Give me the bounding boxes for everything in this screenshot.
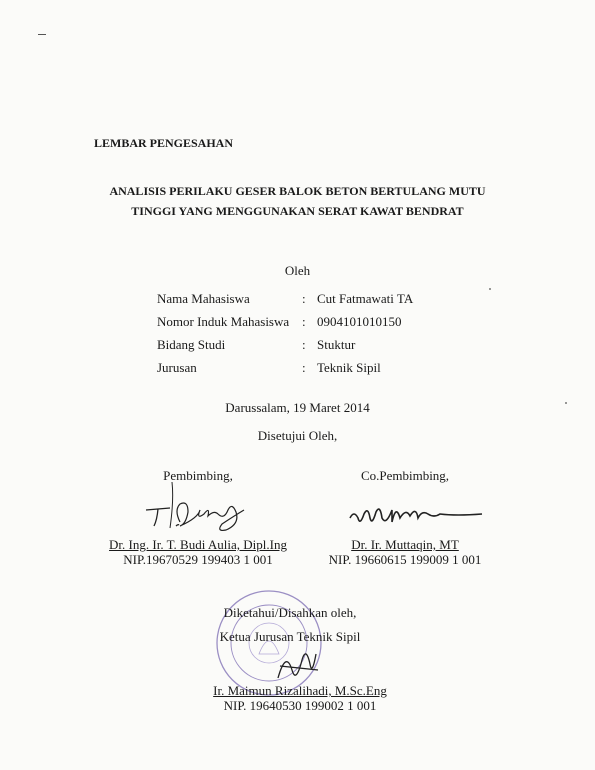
info-value-name: Cut Fatmawati TA (317, 291, 414, 306)
head-signature (272, 640, 322, 688)
info-colon: : (302, 360, 306, 375)
supervisor-name: Dr. Ing. Ir. T. Budi Aulia, Dipl.Ing (109, 537, 287, 552)
head-name: Ir. Maimun Rizalihadi, M.Sc.Eng (213, 683, 387, 698)
info-colon: : (302, 337, 306, 352)
supervisor-nip: NIP.19670529 199403 1 001 (123, 552, 273, 567)
head-position: Ketua Jurusan Teknik Sipil (219, 629, 361, 644)
thesis-title-line-2: TINGGI YANG MENGGUNAKAN SERAT KAWAT BENDRAT (131, 204, 464, 218)
info-value-field: Stuktur (317, 337, 356, 352)
info-colon: : (302, 314, 306, 329)
supervisor-signature (140, 480, 250, 536)
info-colon: : (302, 291, 306, 306)
place-date: Darussalam, 19 Maret 2014 (225, 400, 370, 415)
head-approval-line: Diketahui/Disahkan oleh, (223, 605, 357, 620)
co-supervisor-signature (346, 496, 486, 536)
info-label-field: Bidang Studi (157, 337, 226, 352)
scan-speck (489, 288, 491, 290)
info-label-name: Nama Mahasiswa (157, 291, 250, 306)
info-label-department: Jurusan (157, 360, 197, 375)
info-value-department: Teknik Sipil (317, 360, 381, 375)
page-heading: LEMBAR PENGESAHAN (94, 136, 234, 150)
info-value-nim: 0904101010150 (317, 314, 402, 329)
supervisor-role: Pembimbing, (163, 468, 233, 483)
scan-mark (38, 34, 46, 35)
co-supervisor-role: Co.Pembimbing, (360, 468, 450, 483)
approved-by-label: Disetujui Oleh, (257, 428, 338, 443)
by-label: Oleh (284, 263, 311, 278)
head-nip: NIP. 19640530 199002 1 001 (223, 698, 377, 713)
co-supervisor-nip: NIP. 19660615 199009 1 001 (328, 552, 482, 567)
thesis-title-line-1: ANALISIS PERILAKU GESER BALOK BETON BERTULANG MUTU (109, 184, 486, 198)
co-supervisor-name: Dr. Ir. Muttaqin, MT (351, 537, 459, 552)
info-label-nim: Nomor Induk Mahasiswa (157, 314, 290, 329)
